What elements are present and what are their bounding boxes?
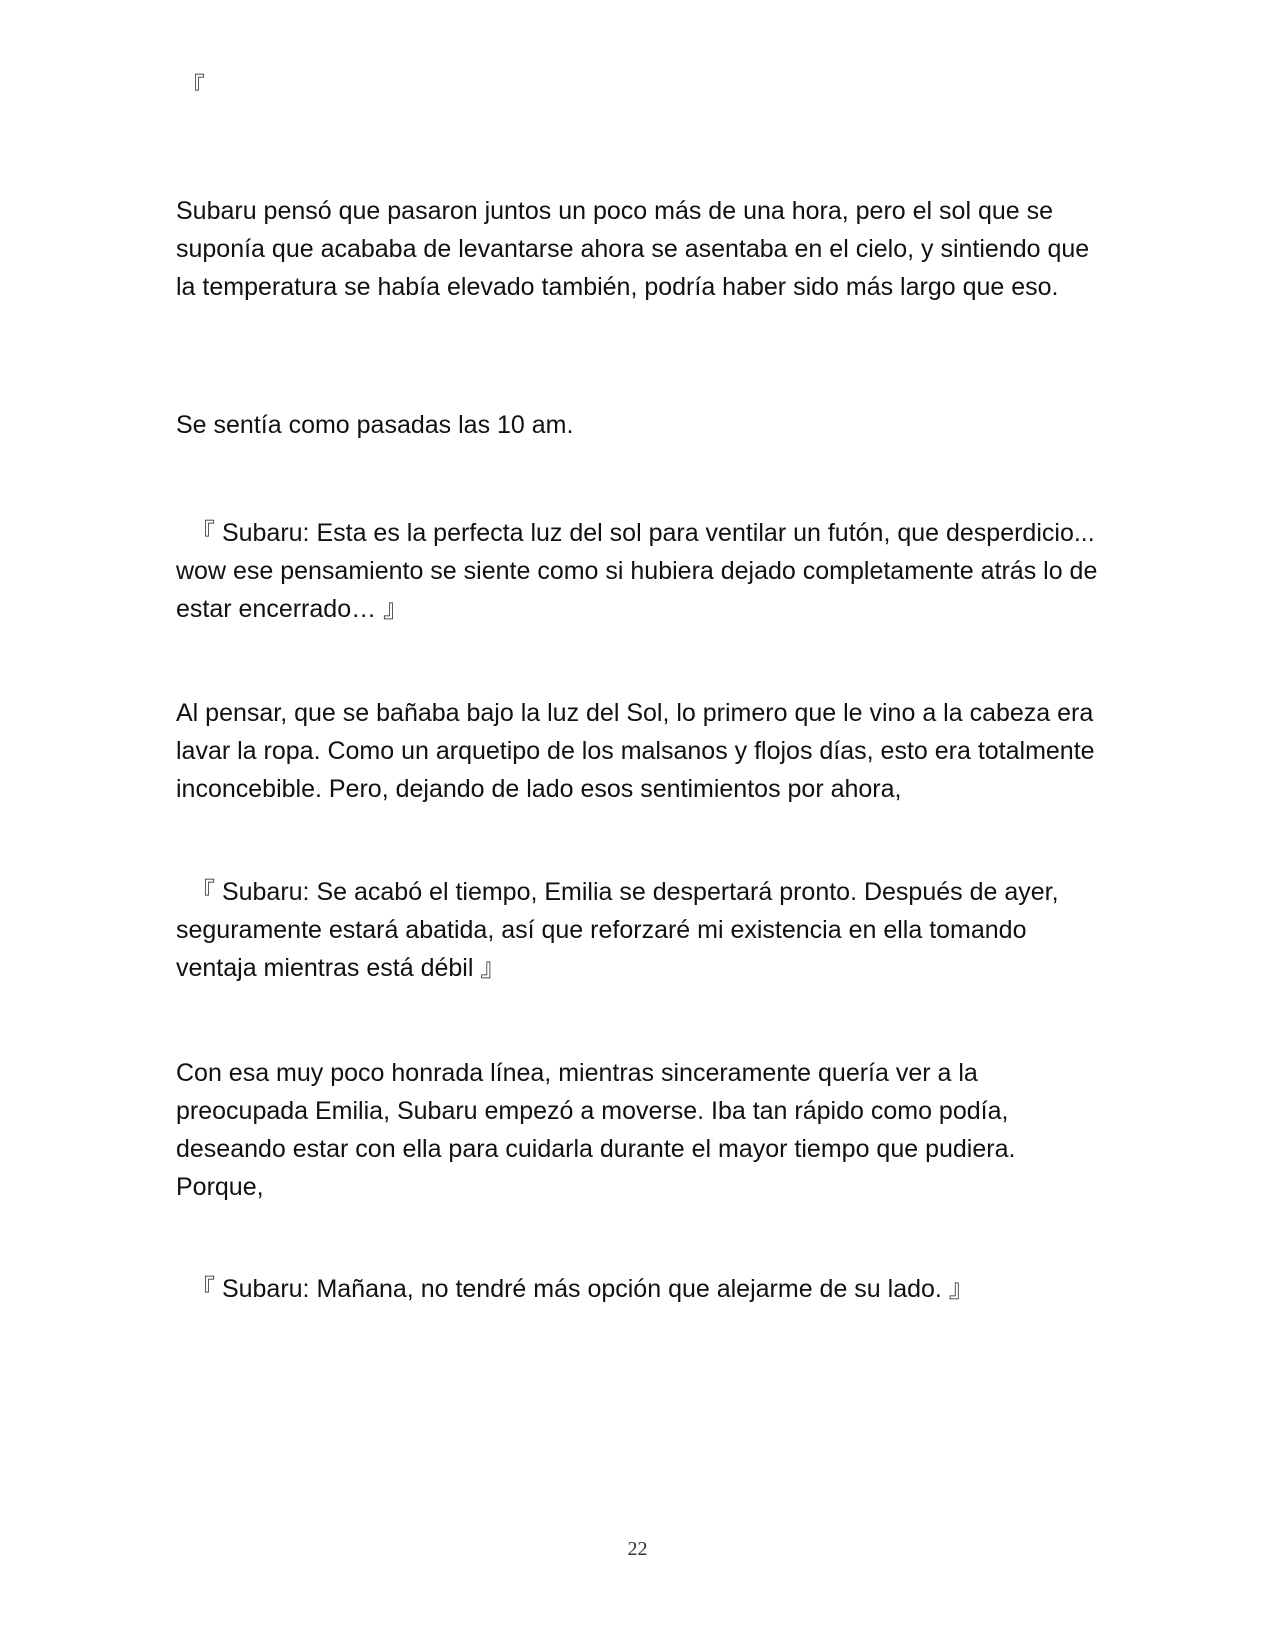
paragraph-4: Con esa muy poco honrada línea, mientras sinceramente quería ver a la preocupada Emilia, Subaru empezó a moverse. Iba tan rápido como podía, deseando estar con ella para cuidarla durante el mayor tiempo que pudiera. Porque, xyxy=(176,1059,1016,1201)
dialogue-1: 『 Subaru: Esta es la perfecta luz del sol para ventilar un futón, que desperdicio... wow ese pensamiento se siente como si hubiera dejado completamente atrás lo de estar encerrado… 』 xyxy=(176,519,1098,623)
paragraph-3: Al pensar, que se bañaba bajo la luz del Sol, lo primero que le vino a la cabeza era lavar la ropa. Como un arquetipo de los malsanos y flojos días, esto era totalmente inconcebible. Pero, dejando de lado esos sentimientos por ahora, xyxy=(176,699,1095,803)
dialogue-3: 『 Subaru: Mañana, no tendré más opción que alejarme de su lado. 』 xyxy=(190,1275,974,1303)
paragraph-2: Se sentía como pasadas las 10 am. xyxy=(176,411,574,439)
page-number: 22 xyxy=(627,1538,648,1560)
opening-bracket: 『 xyxy=(180,73,206,101)
paragraph-1: Subaru pensó que pasaron juntos un poco más de una hora, pero el sol que se suponía que acababa de levantarse ahora se asentaba en el cielo, y sintiendo que la temperatura se había elevado también, podría haber sido más largo que eso. xyxy=(176,197,1090,301)
dialogue-2: 『 Subaru: Se acabó el tiempo, Emilia se despertará pronto. Después de ayer, seguramente estará abatida, así que reforzaré mi existencia en ella tomando ventaja mientras está débil 』 xyxy=(176,878,1059,982)
